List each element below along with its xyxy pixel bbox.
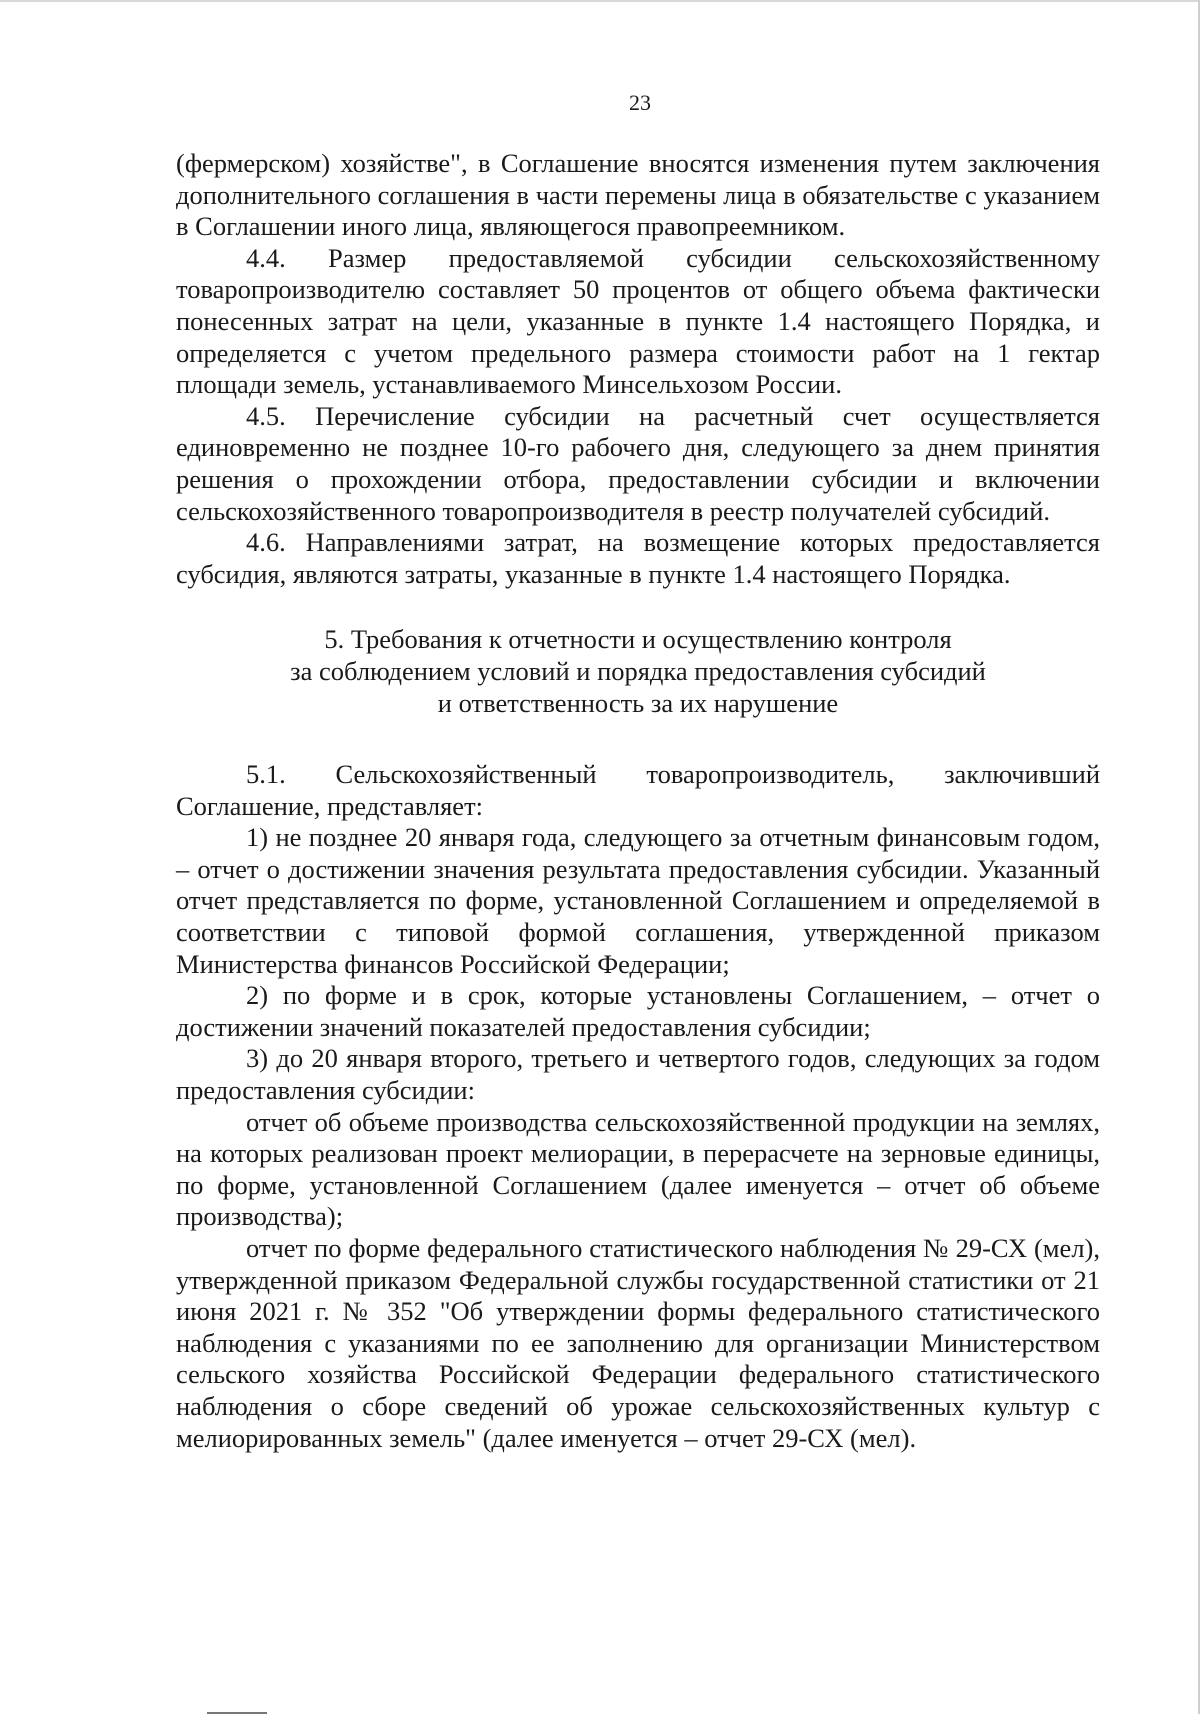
document-body — [176, 148, 1100, 1454]
paragraph-4-5: 4.5. Перечисление субсидии на расчетный счет осуществляется единовременно не позднее 10-го рабочего дня, следующего за днем принятия решения о прохождении отбора, предоставлении субсидии и включении сельскохозяйственного товаропроизводителя в реестр получателей субсидий. — [176, 400, 1100, 526]
paragraph-5-1-item-3: 3) до 20 января второго, третьего и четвертого годов, следующих за годом предоставления субсидии: — [176, 1043, 1100, 1106]
section-heading-line-1: 5. Требования к отчетности и осуществлению контроля — [324, 624, 952, 655]
paragraph-5-1-item-3-form-29sx: отчет по форме федерального статистического наблюдения № 29-СХ (мел), утвержденной приказом Федеральной службы государственной статистики от 21 июня 2021 г. № 352 "Об утверждении формы федерального статистического наблюдения с указаниями по ее заполнению для организации Министерством сельского хозяйства Российской Федерации федерального статистического наблюдения о сборе сведений об урожае сельскохозяйственных культур с мелиорированных земель" (далее именуется – отчет 29-СХ (мел). — [176, 1233, 1100, 1453]
page-edge-top — [0, 0, 1200, 2]
paragraph-5-1: 5.1. Сельскохозяйственный товаропроизводитель, заключивший Соглашение, представляет: — [176, 759, 1100, 821]
section-heading-line-2: за соблюдением условий и порядка предоставления субсидий — [290, 655, 986, 686]
section-heading-line-3: и ответственность за их нарушение — [437, 687, 839, 718]
paragraph-5-1-item-2: 2) по форме и в срок, которые установлены Соглашением, – отчет о достижении значений показателей предоставления субсидии; — [176, 980, 1100, 1042]
paragraph-continuation: (фермерском) хозяйстве", в Соглашение вносятся изменения путем заключения дополнительного соглашения в части перемены лица в обязательстве с указанием в Соглашении иного лица, являющегося правопреемником. — [176, 148, 1100, 242]
section-5-heading — [176, 624, 1100, 719]
page-number: 23 — [629, 90, 651, 115]
paragraph-5-1-item-3-production-report: отчет об объеме производства сельскохозяйственной продукции на землях, на которых реализован проект мелиорации, в перерасчете на зерновые единицы, по форме, установленной Соглашением (далее именуется – отчет об объеме производства); — [176, 1106, 1100, 1232]
paragraph-5-1-item-1: 1) не позднее 20 января года, следующего за отчетным финансовым годом, – отчет о достижении значения результата предоставления субсидии. Указанный отчет представляется по форме, установленной Соглашением и определяемой в соответствии с типовой формой соглашения, утвержденной приказом Министерства финансов Российской Федерации; — [176, 822, 1100, 979]
paragraph-4-6: 4.6. Направлениями затрат, на возмещение которых предоставляется субсидия, являются затраты, указанные в пункте 1.4 настоящего Порядка. — [176, 527, 1100, 589]
paragraph-4-4: 4.4. Размер предоставляемой субсидии сельскохозяйственному товаропроизводителю составляет 50 процентов от общего объема фактически понесенных затрат на цели, указанные в пункте 1.4 настоящего Порядка, и определяется с учетом предельного размера стоимости работ на 1 гектар площади земель, устанавливаемого Минсельхозом России. — [176, 242, 1100, 400]
